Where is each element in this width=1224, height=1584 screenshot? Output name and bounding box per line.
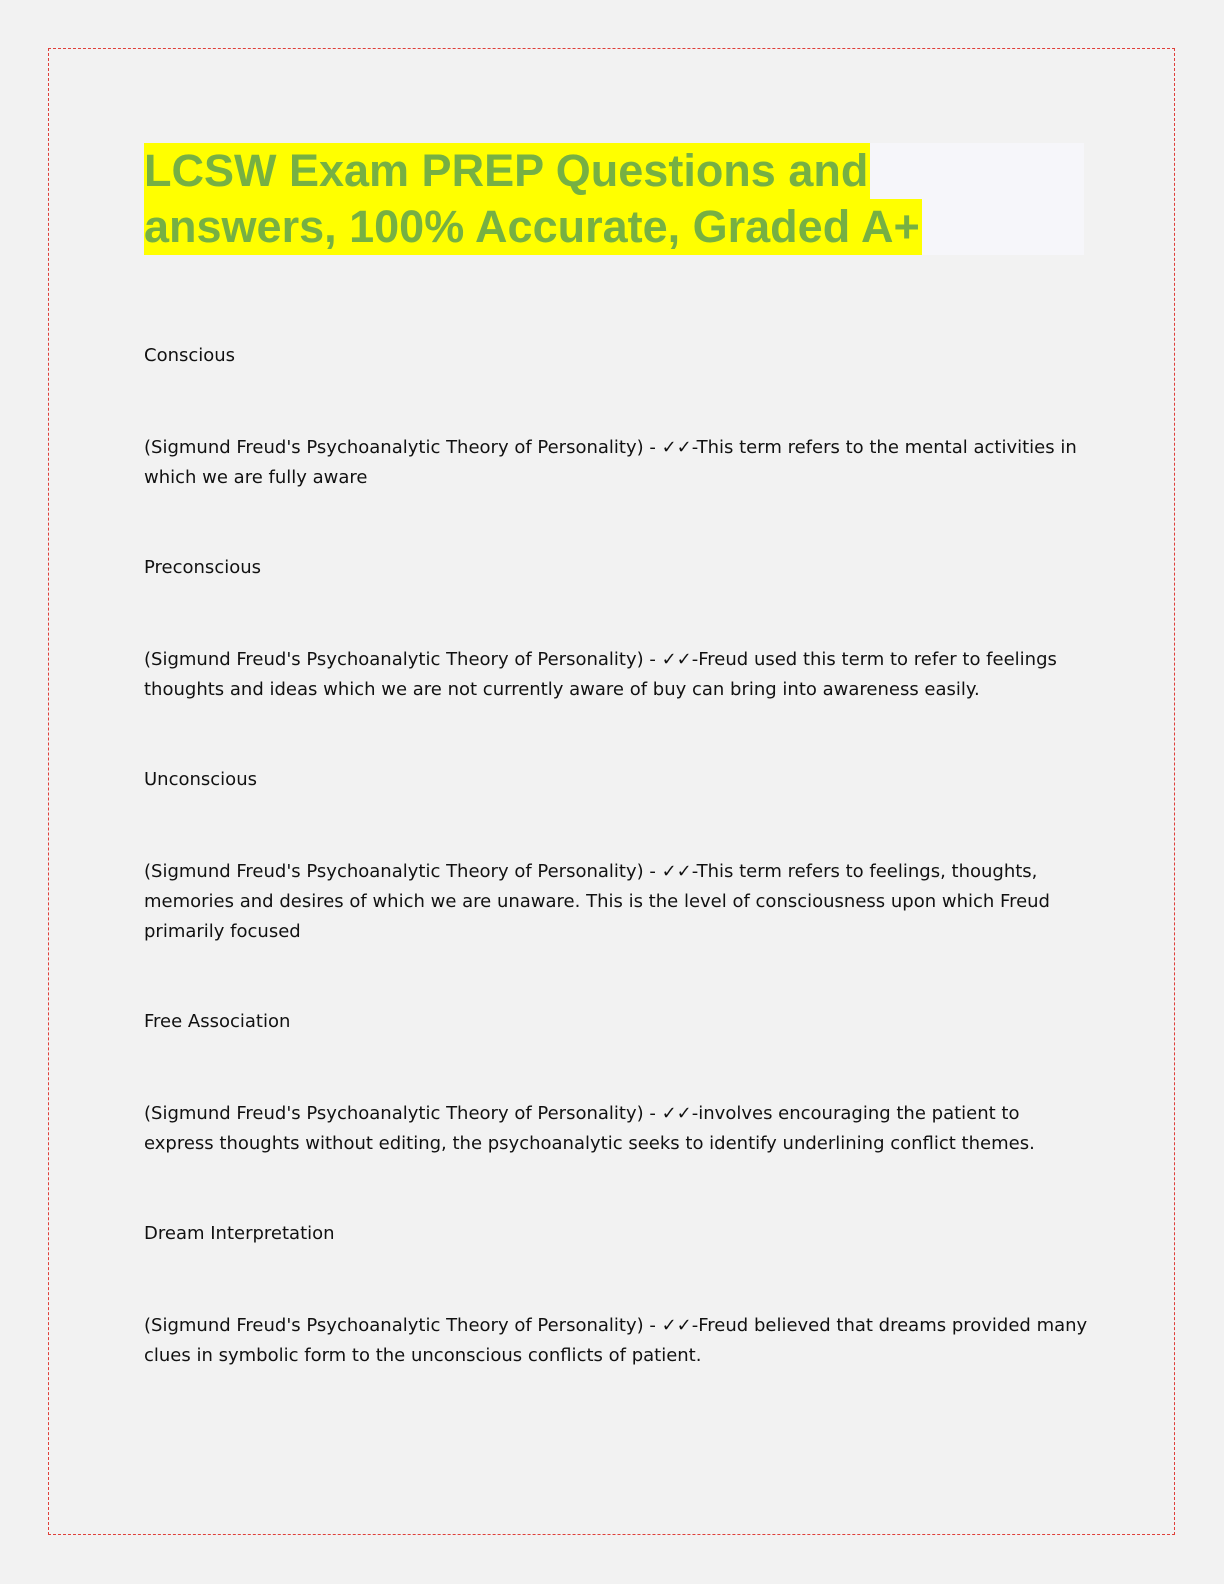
title-line-2: answers, 100% Accurate, Graded A+ <box>144 199 922 255</box>
term-free-association: Free Association <box>144 1011 291 1032</box>
page-title <box>144 143 1084 255</box>
definition-text: -This term refers to the mental activities in which we are fully aware <box>144 437 1077 488</box>
definition-prefix: (Sigmund Freud's Psychoanalytic Theory of Personality) - <box>144 1103 662 1124</box>
term-unconscious: Unconscious <box>144 769 257 790</box>
definition-preconscious <box>144 645 1094 705</box>
definition-conscious <box>144 433 1094 493</box>
definition-text: -involves encouraging the patient to express thoughts without editing, the psychoanalytic seeks to identify underlining conflict themes. <box>144 1103 1035 1154</box>
definition-dream-interpretation <box>144 1311 1094 1371</box>
title-line-1: LCSW Exam PREP Questions and <box>144 143 870 199</box>
definition-prefix: (Sigmund Freud's Psychoanalytic Theory of Personality) - <box>144 649 662 670</box>
definition-prefix: (Sigmund Freud's Psychoanalytic Theory of Personality) - <box>144 861 662 882</box>
check-icon: ✓✓ <box>661 649 692 670</box>
check-icon: ✓✓ <box>661 1103 692 1124</box>
definition-prefix: (Sigmund Freud's Psychoanalytic Theory of Personality) - <box>144 437 662 458</box>
term-preconscious: Preconscious <box>144 557 262 578</box>
definition-text: -Freud used this term to refer to feelings thoughts and ideas which we are not currently aware of buy can bring into awareness easily. <box>144 649 1057 700</box>
qa-list <box>144 341 1094 1371</box>
check-icon: ✓✓ <box>661 437 692 458</box>
term-dream-interpretation: Dream Interpretation <box>144 1223 335 1244</box>
definition-free-association <box>144 1099 1094 1159</box>
definition-text: -This term refers to feelings, thoughts, memories and desires of which we are unaware. This is the level of consciousness upon which Freud primarily focused <box>144 861 1050 942</box>
check-icon: ✓✓ <box>661 1315 692 1336</box>
definition-text: -Freud believed that dreams provided many clues in symbolic form to the unconscious conflicts of patient. <box>144 1315 1088 1366</box>
check-icon: ✓✓ <box>661 861 692 882</box>
term-conscious: Conscious <box>144 345 236 366</box>
definition-unconscious <box>144 857 1094 947</box>
definition-prefix: (Sigmund Freud's Psychoanalytic Theory of Personality) - <box>144 1315 662 1336</box>
